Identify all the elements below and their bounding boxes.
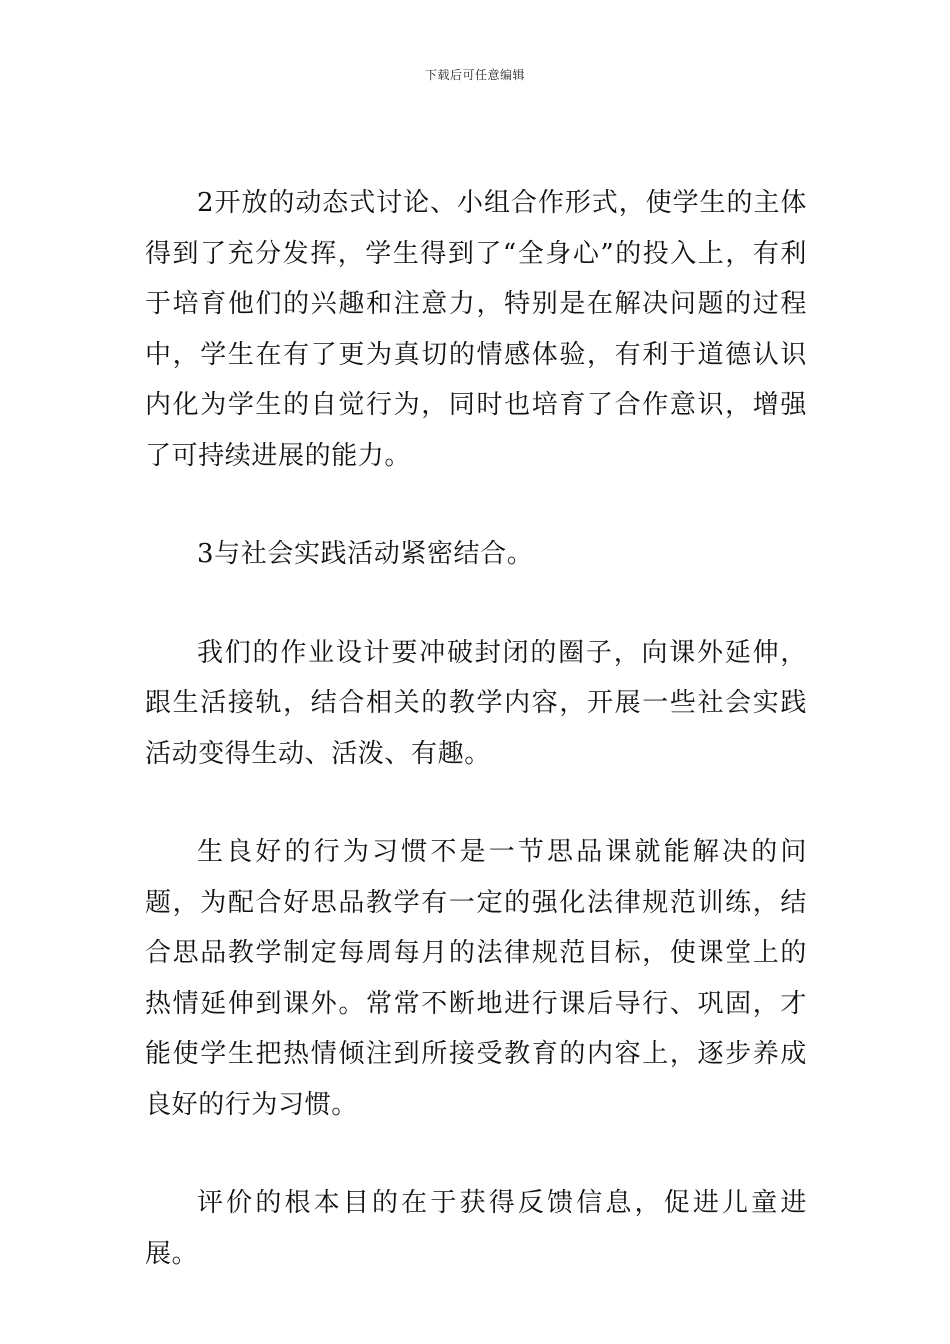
- paragraph-behavior-habits: 生良好的行为习惯不是一节思品课就能解决的问题，为配合好思品教学有一定的强化法律规范训练，结合思品教学制定每周每月的法律规范目标，使课堂上的热情延伸到课外。常常不断地进行课后导行、巩固，才能使学生把热情倾注到所接受教育的内容上，逐步养成良好的行为习惯。: [145, 837, 807, 1120]
- paragraph-open-discussion: 2开放的动态式讨论、小组合作形式，使学生的主体得到了充分发挥，学生得到了“全身心”的投入上，有利于培育他们的兴趣和注意力，特别是在解决问题的过程中，学生在有了更为真切的情感体验，有利于道德认识内化为学生的自觉行为，同时也培育了合作意识，增强了可持续进展的能力。: [145, 188, 807, 471]
- paragraph-spacer: [145, 779, 807, 827]
- paragraph-spacer: [145, 1130, 807, 1178]
- paragraph-social-practice-heading: 3与社会实践活动紧密结合。: [197, 539, 534, 569]
- document-body: [145, 178, 807, 1279]
- paragraph-homework-design: 我们的作业设计要冲破封闭的圈子，向课外延伸，跟生活接轨，结合相关的教学内容，开展一些社会实践活动变得生动、活泼、有趣。: [145, 637, 807, 769]
- page-header-note: 下载后可任意编辑: [424, 68, 525, 82]
- paragraph-spacer: [145, 481, 807, 529]
- paragraph-spacer: [145, 580, 807, 628]
- paragraph-evaluation: 评价的根本目的在于获得反馈信息，促进儿童进展。: [145, 1188, 807, 1269]
